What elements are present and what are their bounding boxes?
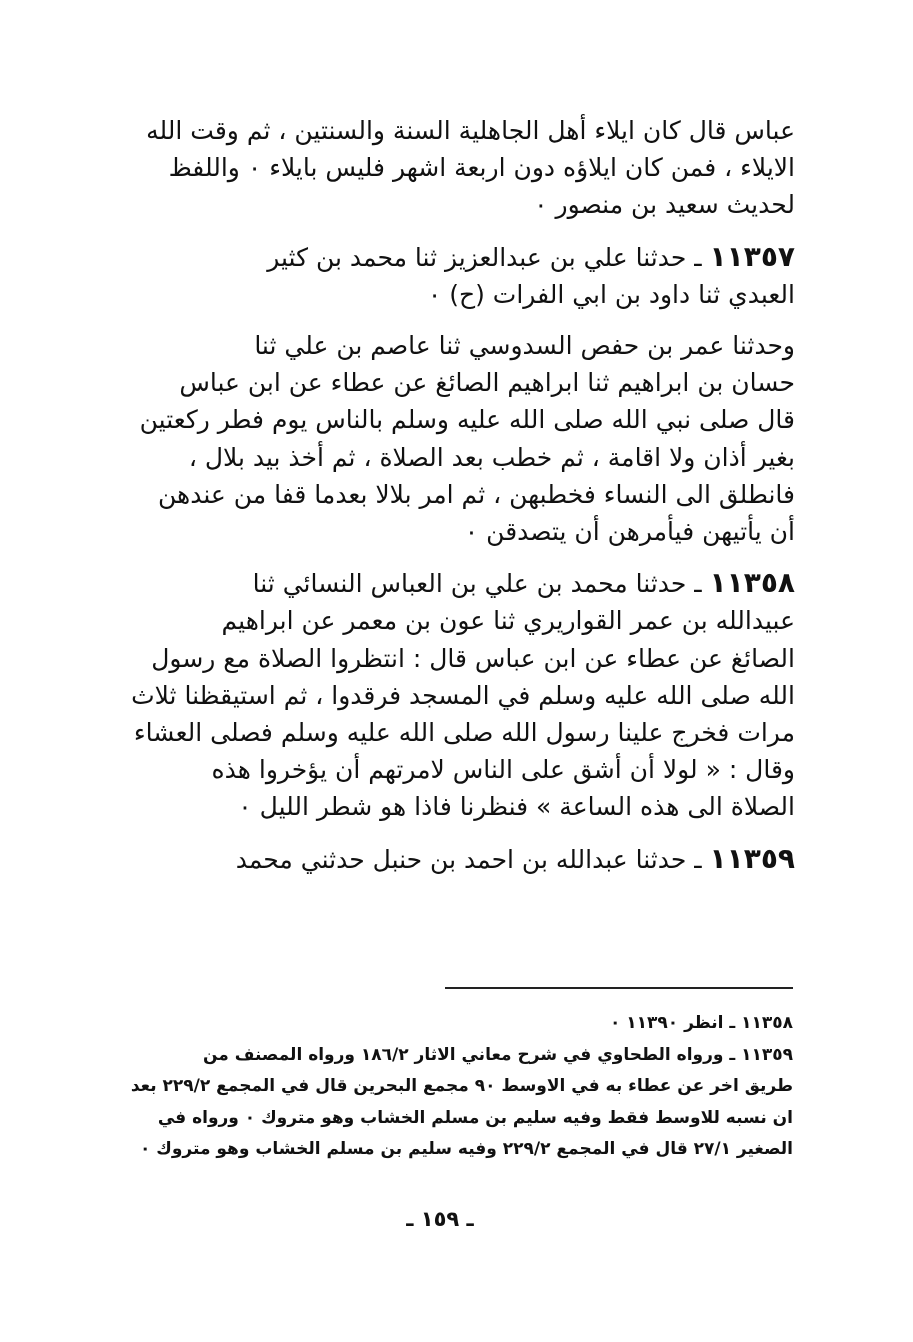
text-line: الصلاة الى هذه الساعة » فنظرنا فاذا هو شطر الليل ٠ <box>238 792 795 822</box>
text-line: الله صلى الله عليه وسلم في المسجد فرقدوا ، ثم استيقظنا ثلاث <box>131 680 795 710</box>
footnote-line: ١١٣٥٩ ـ ورواه الطحاوي في شرح معاني الاثار ١٨٦/٢ ورواه المصنف من <box>202 1044 793 1065</box>
text-line: حسان بن ابراهيم ثنا ابراهيم الصائغ عن عطاء عن ابن عباس <box>179 368 795 398</box>
text-segment: ـ حدثنا عبدالله بن احمد بن حنبل حدثني محمد <box>235 844 702 874</box>
text-line: عبيدالله بن عمر القواريري ثنا عون بن معمر عن ابراهيم <box>221 606 795 636</box>
main-text <box>92 112 795 892</box>
paragraph-second-chain <box>92 327 795 550</box>
footnote-line: الصغير ٢٧/١ قال في المجمع ٢٢٩/٢ وفيه سليم بن مسلم الخشاب وهو متروك ٠ <box>139 1139 793 1159</box>
text-line <box>92 564 795 602</box>
text-line <box>92 238 795 276</box>
hadith-number: ١١٣٥٩ <box>709 841 795 875</box>
hadith-number: ١١٣٥٧ <box>709 239 795 273</box>
hadith-11357 <box>92 238 795 313</box>
page-number: ـ ١٥٩ ـ <box>406 1207 474 1231</box>
footnote-line: ان نسبه للاوسط فقط وفيه سليم بن مسلم الخشاب وهو متروك ٠ ورواه في <box>157 1107 793 1128</box>
text-line: وقال : « لولا أن أشق على الناس لامرتهم أن يؤخروا هذه <box>211 755 795 785</box>
text-line <box>92 840 795 878</box>
hadith-11359 <box>92 840 795 878</box>
text-line: العبدي ثنا داود بن ابي الفرات (ح) ٠ <box>427 279 795 309</box>
text-line: مرات فخرج علينا رسول الله صلى الله عليه وسلم فصلى العشاء <box>133 718 795 748</box>
text-line: الايلاء ، فمن كان ايلاؤه دون اربعة اشهر فليس بايلاء ٠ واللفظ <box>168 153 795 183</box>
text-segment: ـ حدثنا علي بن عبدالعزيز ثنا محمد بن كثير <box>267 242 702 272</box>
paragraph-continuation <box>92 112 795 224</box>
text-line: عباس قال كان ايلاء أهل الجاهلية السنة والسنتين ، ثم وقت الله <box>146 116 795 145</box>
text-line: لحديث سعيد بن منصور ٠ <box>534 190 795 220</box>
footnotes <box>95 1008 793 1166</box>
hadith-11358 <box>92 564 795 825</box>
footnote-line: ١١٣٥٨ ـ انظر ١١٣٩٠ ٠ <box>609 1013 793 1033</box>
hadith-number: ١١٣٥٨ <box>709 566 795 600</box>
footnote-line: طريق اخر عن عطاء به في الاوسط ٩٠ مجمع البحرين قال في المجمع ٢٢٩/٢ بعد <box>130 1076 793 1096</box>
footnote-divider <box>445 987 793 989</box>
text-line: الصائغ عن عطاء عن ابن عباس قال : انتظروا الصلاة مع رسول <box>151 643 795 673</box>
text-line: وحدثنا عمر بن حفص السدوسي ثنا عاصم بن علي ثنا <box>254 331 795 361</box>
text-line: فانطلق الى النساء فخطبهن ، ثم امر بلالا بعدما قفا من عندهن <box>158 479 795 509</box>
text-line: بغير أذان ولا اقامة ، ثم خطب بعد الصلاة ، ثم أخذ بيد بلال ، <box>188 442 795 472</box>
text-line: قال صلى نبي الله صلى الله عليه وسلم بالناس يوم فطر ركعتين <box>139 405 795 435</box>
text-line: أن يأتيهن فيأمرهن أن يتصدقن ٠ <box>464 517 795 547</box>
text-segment: ـ حدثنا محمد بن علي بن العباس النسائي ثنا <box>252 569 702 599</box>
